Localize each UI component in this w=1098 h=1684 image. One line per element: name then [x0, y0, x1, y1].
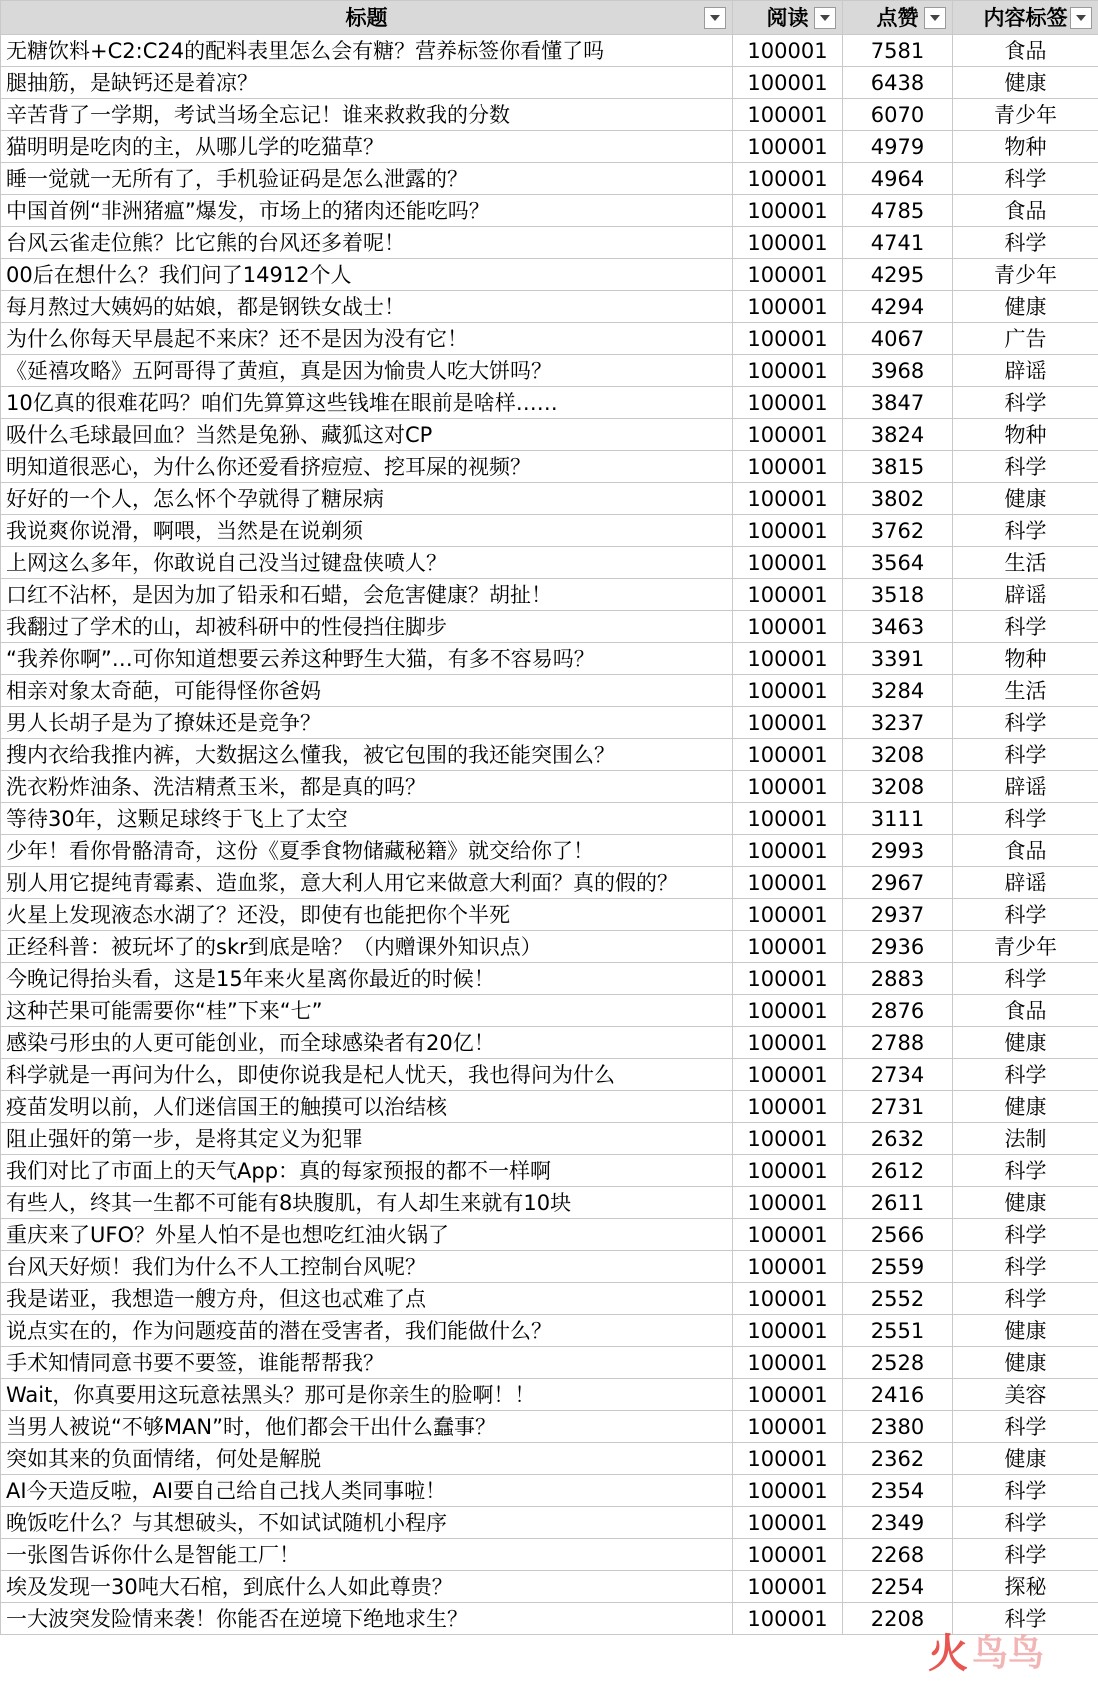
- cell-reads[interactable]: 100001: [733, 899, 843, 931]
- cell-likes[interactable]: 2208: [843, 1603, 953, 1635]
- cell-likes[interactable]: 3847: [843, 387, 953, 419]
- cell-reads[interactable]: 100001: [733, 259, 843, 291]
- cell-tag[interactable]: 物种: [953, 643, 1098, 675]
- cell-likes[interactable]: 2612: [843, 1155, 953, 1187]
- cell-reads[interactable]: 100001: [733, 1155, 843, 1187]
- cell-reads[interactable]: 100001: [733, 643, 843, 675]
- cell-title[interactable]: 我们对比了市面上的天气App：真的每家预报的都不一样啊: [1, 1155, 733, 1187]
- table-row[interactable]: [1, 899, 1098, 931]
- cell-reads[interactable]: 100001: [733, 1283, 843, 1315]
- table-row[interactable]: [1, 35, 1098, 67]
- cell-title[interactable]: 中国首例“非洲猪瘟”爆发，市场上的猪肉还能吃吗？: [1, 195, 733, 227]
- cell-title[interactable]: 台风天好烦！我们为什么不人工控制台风呢？: [1, 1251, 733, 1283]
- cell-tag[interactable]: 辟谣: [953, 355, 1098, 387]
- table-row[interactable]: [1, 963, 1098, 995]
- cell-tag[interactable]: 科学: [953, 899, 1098, 931]
- cell-reads[interactable]: 100001: [733, 675, 843, 707]
- cell-tag[interactable]: 法制: [953, 1123, 1098, 1155]
- cell-tag[interactable]: 物种: [953, 419, 1098, 451]
- table-row[interactable]: [1, 483, 1098, 515]
- cell-reads[interactable]: 100001: [733, 1091, 843, 1123]
- cell-title[interactable]: 阻止强奸的第一步，是将其定义为犯罪: [1, 1123, 733, 1155]
- table-row[interactable]: [1, 259, 1098, 291]
- cell-likes[interactable]: 4295: [843, 259, 953, 291]
- cell-likes[interactable]: 2632: [843, 1123, 953, 1155]
- cell-likes[interactable]: 4067: [843, 323, 953, 355]
- cell-title[interactable]: AI今天造反啦，AI要自己给自己找人类同事啦！: [1, 1475, 733, 1507]
- cell-title[interactable]: 吸什么毛球最回血？当然是兔狲、藏狐这对CP: [1, 419, 733, 451]
- cell-tag[interactable]: 科学: [953, 803, 1098, 835]
- cell-tag[interactable]: 科学: [953, 163, 1098, 195]
- cell-tag[interactable]: 辟谣: [953, 867, 1098, 899]
- cell-likes[interactable]: 2566: [843, 1219, 953, 1251]
- table-row[interactable]: [1, 1347, 1098, 1379]
- cell-likes[interactable]: 2559: [843, 1251, 953, 1283]
- cell-reads[interactable]: 100001: [733, 1347, 843, 1379]
- table-row[interactable]: [1, 643, 1098, 675]
- watermark-text: 鸟鸟: [972, 1633, 1045, 1674]
- cell-tag[interactable]: 物种: [953, 131, 1098, 163]
- cell-title[interactable]: 今晚记得抬头看，这是15年来火星离你最近的时候！: [1, 963, 733, 995]
- cell-tag[interactable]: 食品: [953, 195, 1098, 227]
- cell-reads[interactable]: 100001: [733, 451, 843, 483]
- cell-title[interactable]: 当男人被说“不够MAN”时，他们都会干出什么蠢事？: [1, 1411, 733, 1443]
- chevron-down-icon: [930, 15, 940, 21]
- cell-tag[interactable]: 科学: [953, 963, 1098, 995]
- header-title: [1, 1, 733, 35]
- cell-title[interactable]: 感染弓形虫的人更可能创业，而全球感染者有20亿！: [1, 1027, 733, 1059]
- cell-title[interactable]: 埃及发现一30吨大石棺，到底什么人如此尊贵？: [1, 1571, 733, 1603]
- cell-reads[interactable]: 100001: [733, 739, 843, 771]
- chevron-down-icon: [820, 15, 830, 21]
- cell-likes[interactable]: 2876: [843, 995, 953, 1027]
- cell-likes[interactable]: 4964: [843, 163, 953, 195]
- cell-reads[interactable]: 100001: [733, 579, 843, 611]
- cell-reads[interactable]: 100001: [733, 419, 843, 451]
- table-row[interactable]: [1, 355, 1098, 387]
- cell-tag[interactable]: 科学: [953, 1219, 1098, 1251]
- cell-tag[interactable]: 青少年: [953, 259, 1098, 291]
- cell-title[interactable]: 一张图告诉你什么是智能工厂！: [1, 1539, 733, 1571]
- table-row[interactable]: [1, 323, 1098, 355]
- cell-likes[interactable]: 7581: [843, 35, 953, 67]
- table-row[interactable]: [1, 675, 1098, 707]
- cell-reads[interactable]: 100001: [733, 1187, 843, 1219]
- cell-reads[interactable]: 100001: [733, 1475, 843, 1507]
- cell-title[interactable]: “我养你啊”…可你知道想要云养这种野生大猫，有多不容易吗？: [1, 643, 733, 675]
- cell-reads[interactable]: 100001: [733, 867, 843, 899]
- cell-reads[interactable]: 100001: [733, 611, 843, 643]
- cell-tag[interactable]: 科学: [953, 515, 1098, 547]
- cell-reads[interactable]: 100001: [733, 323, 843, 355]
- cell-tag[interactable]: 科学: [953, 611, 1098, 643]
- cell-title[interactable]: 上网这么多年，你敢说自己没当过键盘侠喷人？: [1, 547, 733, 579]
- cell-tag[interactable]: 科学: [953, 707, 1098, 739]
- table-row[interactable]: [1, 1283, 1098, 1315]
- cell-title[interactable]: 少年！看你骨骼清奇，这份《夏季食物储藏秘籍》就交给你了！: [1, 835, 733, 867]
- cell-title[interactable]: 我是诺亚，我想造一艘方舟，但这也忒难了点: [1, 1283, 733, 1315]
- cell-tag[interactable]: 科学: [953, 1507, 1098, 1539]
- cell-reads[interactable]: 100001: [733, 1571, 843, 1603]
- header-reads: [733, 1, 843, 35]
- cell-reads[interactable]: 100001: [733, 483, 843, 515]
- table-row[interactable]: [1, 1315, 1098, 1347]
- cell-title[interactable]: Wait，你真要用这玩意祛黑头？那可是你亲生的脸啊！！: [1, 1379, 733, 1411]
- cell-reads[interactable]: 100001: [733, 291, 843, 323]
- cell-title[interactable]: 腿抽筋，是缺钙还是着凉？: [1, 67, 733, 99]
- cell-reads[interactable]: 100001: [733, 995, 843, 1027]
- cell-title[interactable]: 睡一觉就一无所有了，手机验证码是怎么泄露的？: [1, 163, 733, 195]
- cell-tag[interactable]: 青少年: [953, 931, 1098, 963]
- cell-title[interactable]: 辛苦背了一学期，考试当场全忘记！谁来救救我的分数: [1, 99, 733, 131]
- cell-reads[interactable]: 100001: [733, 67, 843, 99]
- cell-tag[interactable]: 健康: [953, 483, 1098, 515]
- table-row[interactable]: [1, 867, 1098, 899]
- cell-title[interactable]: 疫苗发明以前，人们迷信国王的触摸可以治结核: [1, 1091, 733, 1123]
- cell-reads[interactable]: 100001: [733, 1507, 843, 1539]
- cell-reads[interactable]: 100001: [733, 35, 843, 67]
- cell-reads[interactable]: 100001: [733, 1059, 843, 1091]
- cell-reads[interactable]: 100001: [733, 835, 843, 867]
- header-reads-label: 阅读: [766, 5, 809, 30]
- cell-likes[interactable]: 3208: [843, 771, 953, 803]
- cell-tag[interactable]: 健康: [953, 1027, 1098, 1059]
- cell-likes[interactable]: 6438: [843, 67, 953, 99]
- cell-title[interactable]: 《延禧攻略》五阿哥得了黄疸，真是因为愉贵人吃大饼吗？: [1, 355, 733, 387]
- cell-title[interactable]: 10亿真的很难花吗？咱们先算算这些钱堆在眼前是啥样……: [1, 387, 733, 419]
- cell-title[interactable]: 好好的一个人，怎么怀个孕就得了糖尿病: [1, 483, 733, 515]
- cell-reads[interactable]: 100001: [733, 99, 843, 131]
- table-row[interactable]: [1, 131, 1098, 163]
- cell-title[interactable]: 手术知情同意书要不要签，谁能帮帮我？: [1, 1347, 733, 1379]
- cell-likes[interactable]: 3802: [843, 483, 953, 515]
- cell-likes[interactable]: 3518: [843, 579, 953, 611]
- cell-tag[interactable]: 科学: [953, 387, 1098, 419]
- table-row[interactable]: [1, 67, 1098, 99]
- table-row[interactable]: [1, 1123, 1098, 1155]
- filter-dropdown-button[interactable]: [704, 7, 726, 29]
- cell-likes[interactable]: 3391: [843, 643, 953, 675]
- cell-likes[interactable]: 3968: [843, 355, 953, 387]
- cell-reads[interactable]: 100001: [733, 1539, 843, 1571]
- table-row[interactable]: [1, 1091, 1098, 1123]
- table-row[interactable]: [1, 163, 1098, 195]
- cell-tag[interactable]: 食品: [953, 35, 1098, 67]
- cell-title[interactable]: 00后在想什么？我们问了14912个人: [1, 259, 733, 291]
- cell-likes[interactable]: 2611: [843, 1187, 953, 1219]
- table-row[interactable]: [1, 419, 1098, 451]
- cell-likes[interactable]: 3208: [843, 739, 953, 771]
- cell-likes[interactable]: 2967: [843, 867, 953, 899]
- header-row: [1, 1, 1098, 35]
- cell-likes[interactable]: 4741: [843, 227, 953, 259]
- cell-title[interactable]: 我说爽你说滑，啊喂，当然是在说剃须: [1, 515, 733, 547]
- cell-title[interactable]: 有些人，终其一生都不可能有8块腹肌，有人却生来就有10块: [1, 1187, 733, 1219]
- cell-likes[interactable]: 3815: [843, 451, 953, 483]
- cell-tag[interactable]: 健康: [953, 1315, 1098, 1347]
- cell-reads[interactable]: 100001: [733, 1315, 843, 1347]
- cell-reads[interactable]: 100001: [733, 803, 843, 835]
- table-row[interactable]: [1, 1443, 1098, 1475]
- cell-tag[interactable]: 健康: [953, 1187, 1098, 1219]
- cell-tag[interactable]: 科学: [953, 1155, 1098, 1187]
- header-title-label: 标题: [345, 5, 388, 30]
- cell-title[interactable]: 每月熬过大姨妈的姑娘，都是钢铁女战士！: [1, 291, 733, 323]
- table-row[interactable]: [1, 579, 1098, 611]
- cell-title[interactable]: 台风云雀走位熊？比它熊的台风还多着呢！: [1, 227, 733, 259]
- cell-likes[interactable]: 2354: [843, 1475, 953, 1507]
- cell-likes[interactable]: 2551: [843, 1315, 953, 1347]
- table-row[interactable]: [1, 931, 1098, 963]
- cell-reads[interactable]: 100001: [733, 1251, 843, 1283]
- cell-tag[interactable]: 科学: [953, 1539, 1098, 1571]
- cell-title[interactable]: 科学就是一再问为什么，即使你说我是杞人忧天，我也得问为什么: [1, 1059, 733, 1091]
- cell-reads[interactable]: 100001: [733, 1123, 843, 1155]
- cell-reads[interactable]: 100001: [733, 387, 843, 419]
- chevron-down-icon: [710, 15, 720, 21]
- table-row[interactable]: [1, 739, 1098, 771]
- cell-tag[interactable]: 健康: [953, 291, 1098, 323]
- table-row[interactable]: [1, 99, 1098, 131]
- table-row[interactable]: [1, 451, 1098, 483]
- table-row[interactable]: [1, 387, 1098, 419]
- filter-dropdown-button[interactable]: [1070, 7, 1092, 29]
- cell-title[interactable]: 口红不沾杯，是因为加了铅汞和石蜡，会危害健康？胡扯！: [1, 579, 733, 611]
- filter-dropdown-button[interactable]: [814, 7, 836, 29]
- cell-likes[interactable]: 2993: [843, 835, 953, 867]
- cell-reads[interactable]: 100001: [733, 963, 843, 995]
- table-row[interactable]: [1, 227, 1098, 259]
- header-likes: [843, 1, 953, 35]
- cell-reads[interactable]: 100001: [733, 707, 843, 739]
- cell-title[interactable]: 等待30年，这颗足球终于飞上了太空: [1, 803, 733, 835]
- cell-likes[interactable]: 3284: [843, 675, 953, 707]
- table-row[interactable]: [1, 1603, 1098, 1635]
- table-row[interactable]: [1, 515, 1098, 547]
- cell-likes[interactable]: 4785: [843, 195, 953, 227]
- chevron-down-icon: [1076, 15, 1086, 21]
- cell-likes[interactable]: 2349: [843, 1507, 953, 1539]
- table-row[interactable]: [1, 1187, 1098, 1219]
- table-row[interactable]: [1, 1219, 1098, 1251]
- cell-tag[interactable]: 生活: [953, 675, 1098, 707]
- cell-title[interactable]: 洗衣粉炸油条、洗洁精煮玉米，都是真的吗？: [1, 771, 733, 803]
- cell-reads[interactable]: 100001: [733, 355, 843, 387]
- cell-title[interactable]: 突如其来的负面情绪，何处是解脱: [1, 1443, 733, 1475]
- cell-reads[interactable]: 100001: [733, 547, 843, 579]
- cell-title[interactable]: 正经科普：被玩坏了的skr到底是啥？（内赠课外知识点）: [1, 931, 733, 963]
- cell-title[interactable]: 晚饭吃什么？与其想破头，不如试试随机小程序: [1, 1507, 733, 1539]
- cell-likes[interactable]: 2937: [843, 899, 953, 931]
- cell-title[interactable]: 搜内衣给我推内裤，大数据这么懂我，被它包围的我还能突围么？: [1, 739, 733, 771]
- table-row[interactable]: [1, 1411, 1098, 1443]
- cell-title[interactable]: 别人用它提纯青霉素、造血浆，意大利人用它来做意大利面？真的假的？: [1, 867, 733, 899]
- cell-reads[interactable]: 100001: [733, 1603, 843, 1635]
- table-row[interactable]: [1, 803, 1098, 835]
- table-row[interactable]: [1, 611, 1098, 643]
- cell-likes[interactable]: 6070: [843, 99, 953, 131]
- cell-title[interactable]: 火星上发现液态水湖了？还没，即使有也能把你个半死: [1, 899, 733, 931]
- cell-likes[interactable]: 2883: [843, 963, 953, 995]
- cell-likes[interactable]: 3463: [843, 611, 953, 643]
- table-row[interactable]: [1, 1027, 1098, 1059]
- table-row[interactable]: [1, 1571, 1098, 1603]
- cell-tag[interactable]: 科学: [953, 1475, 1098, 1507]
- cell-tag[interactable]: 科学: [953, 739, 1098, 771]
- cell-tag[interactable]: 辟谣: [953, 579, 1098, 611]
- cell-likes[interactable]: 3762: [843, 515, 953, 547]
- filter-dropdown-button[interactable]: [924, 7, 946, 29]
- cell-likes[interactable]: 2380: [843, 1411, 953, 1443]
- cell-tag[interactable]: 科学: [953, 1251, 1098, 1283]
- header-tag-label: 内容标签: [983, 5, 1068, 30]
- cell-likes[interactable]: 2734: [843, 1059, 953, 1091]
- cell-tag[interactable]: 广告: [953, 323, 1098, 355]
- table-row[interactable]: [1, 1379, 1098, 1411]
- table-row[interactable]: [1, 195, 1098, 227]
- cell-tag[interactable]: 青少年: [953, 99, 1098, 131]
- cell-reads[interactable]: 100001: [733, 1443, 843, 1475]
- header-tag: [953, 1, 1098, 35]
- table-row[interactable]: [1, 1059, 1098, 1091]
- cell-title[interactable]: 猫明明是吃肉的主，从哪儿学的吃猫草？: [1, 131, 733, 163]
- cell-likes[interactable]: 3111: [843, 803, 953, 835]
- cell-tag[interactable]: 科学: [953, 451, 1098, 483]
- cell-likes[interactable]: 2268: [843, 1539, 953, 1571]
- cell-tag[interactable]: 科学: [953, 1603, 1098, 1635]
- table-row[interactable]: [1, 1155, 1098, 1187]
- cell-title[interactable]: 男人长胡子是为了撩妹还是竞争？: [1, 707, 733, 739]
- cell-title[interactable]: 重庆来了UFO？外星人怕不是也想吃红油火锅了: [1, 1219, 733, 1251]
- cell-reads[interactable]: 100001: [733, 1219, 843, 1251]
- cell-tag[interactable]: 科学: [953, 1059, 1098, 1091]
- cell-reads[interactable]: 100001: [733, 195, 843, 227]
- cell-title[interactable]: 我翻过了学术的山，却被科研中的性侵挡住脚步: [1, 611, 733, 643]
- cell-likes[interactable]: 3824: [843, 419, 953, 451]
- cell-reads[interactable]: 100001: [733, 227, 843, 259]
- cell-reads[interactable]: 100001: [733, 771, 843, 803]
- table-row[interactable]: [1, 291, 1098, 323]
- cell-reads[interactable]: 100001: [733, 163, 843, 195]
- table-row[interactable]: [1, 835, 1098, 867]
- table-row[interactable]: [1, 771, 1098, 803]
- table-row[interactable]: [1, 995, 1098, 1027]
- cell-title[interactable]: 一大波突发险情来袭！你能否在逆境下绝地求生？: [1, 1603, 733, 1635]
- cell-tag[interactable]: 食品: [953, 835, 1098, 867]
- cell-title[interactable]: 为什么你每天早晨起不来床？还不是因为没有它！: [1, 323, 733, 355]
- cell-reads[interactable]: 100001: [733, 1411, 843, 1443]
- cell-title[interactable]: 说点实在的，作为问题疫苗的潜在受害者，我们能做什么？: [1, 1315, 733, 1347]
- cell-likes[interactable]: 2362: [843, 1443, 953, 1475]
- cell-title[interactable]: 这种芒果可能需要你“桂”下来“七”: [1, 995, 733, 1027]
- table-row[interactable]: [1, 1539, 1098, 1571]
- cell-likes[interactable]: 4294: [843, 291, 953, 323]
- cell-tag[interactable]: 健康: [953, 1443, 1098, 1475]
- cell-tag[interactable]: 科学: [953, 227, 1098, 259]
- cell-reads[interactable]: 100001: [733, 931, 843, 963]
- cell-tag[interactable]: 辟谣: [953, 771, 1098, 803]
- cell-likes[interactable]: 2416: [843, 1379, 953, 1411]
- cell-likes[interactable]: 2528: [843, 1347, 953, 1379]
- table-row[interactable]: [1, 1475, 1098, 1507]
- watermark-mark: 火: [928, 1631, 968, 1677]
- table-row[interactable]: [1, 547, 1098, 579]
- cell-title[interactable]: 无糖饮料+C2:C24的配料表里怎么会有糖？营养标签你看懂了吗: [1, 35, 733, 67]
- cell-likes[interactable]: 2254: [843, 1571, 953, 1603]
- cell-tag[interactable]: 科学: [953, 1283, 1098, 1315]
- cell-tag[interactable]: 美容: [953, 1379, 1098, 1411]
- cell-tag[interactable]: 科学: [953, 1411, 1098, 1443]
- cell-title[interactable]: 相亲对象太奇葩，可能得怪你爸妈: [1, 675, 733, 707]
- table-row[interactable]: [1, 1507, 1098, 1539]
- cell-reads[interactable]: 100001: [733, 1379, 843, 1411]
- cell-tag[interactable]: 生活: [953, 547, 1098, 579]
- cell-likes[interactable]: 4979: [843, 131, 953, 163]
- cell-reads[interactable]: 100001: [733, 131, 843, 163]
- cell-reads[interactable]: 100001: [733, 515, 843, 547]
- cell-likes[interactable]: 2731: [843, 1091, 953, 1123]
- cell-likes[interactable]: 2552: [843, 1283, 953, 1315]
- cell-tag[interactable]: 健康: [953, 1347, 1098, 1379]
- cell-tag[interactable]: 健康: [953, 67, 1098, 99]
- table-row[interactable]: [1, 1251, 1098, 1283]
- cell-likes[interactable]: 2788: [843, 1027, 953, 1059]
- cell-likes[interactable]: 2936: [843, 931, 953, 963]
- cell-tag[interactable]: 食品: [953, 995, 1098, 1027]
- cell-reads[interactable]: 100001: [733, 1027, 843, 1059]
- cell-likes[interactable]: 3564: [843, 547, 953, 579]
- cell-likes[interactable]: 3237: [843, 707, 953, 739]
- cell-title[interactable]: 明知道很恶心，为什么你还爱看挤痘痘、挖耳屎的视频？: [1, 451, 733, 483]
- table-row[interactable]: [1, 707, 1098, 739]
- cell-tag[interactable]: 健康: [953, 1091, 1098, 1123]
- cell-tag[interactable]: 探秘: [953, 1571, 1098, 1603]
- header-likes-label: 点赞: [876, 5, 919, 30]
